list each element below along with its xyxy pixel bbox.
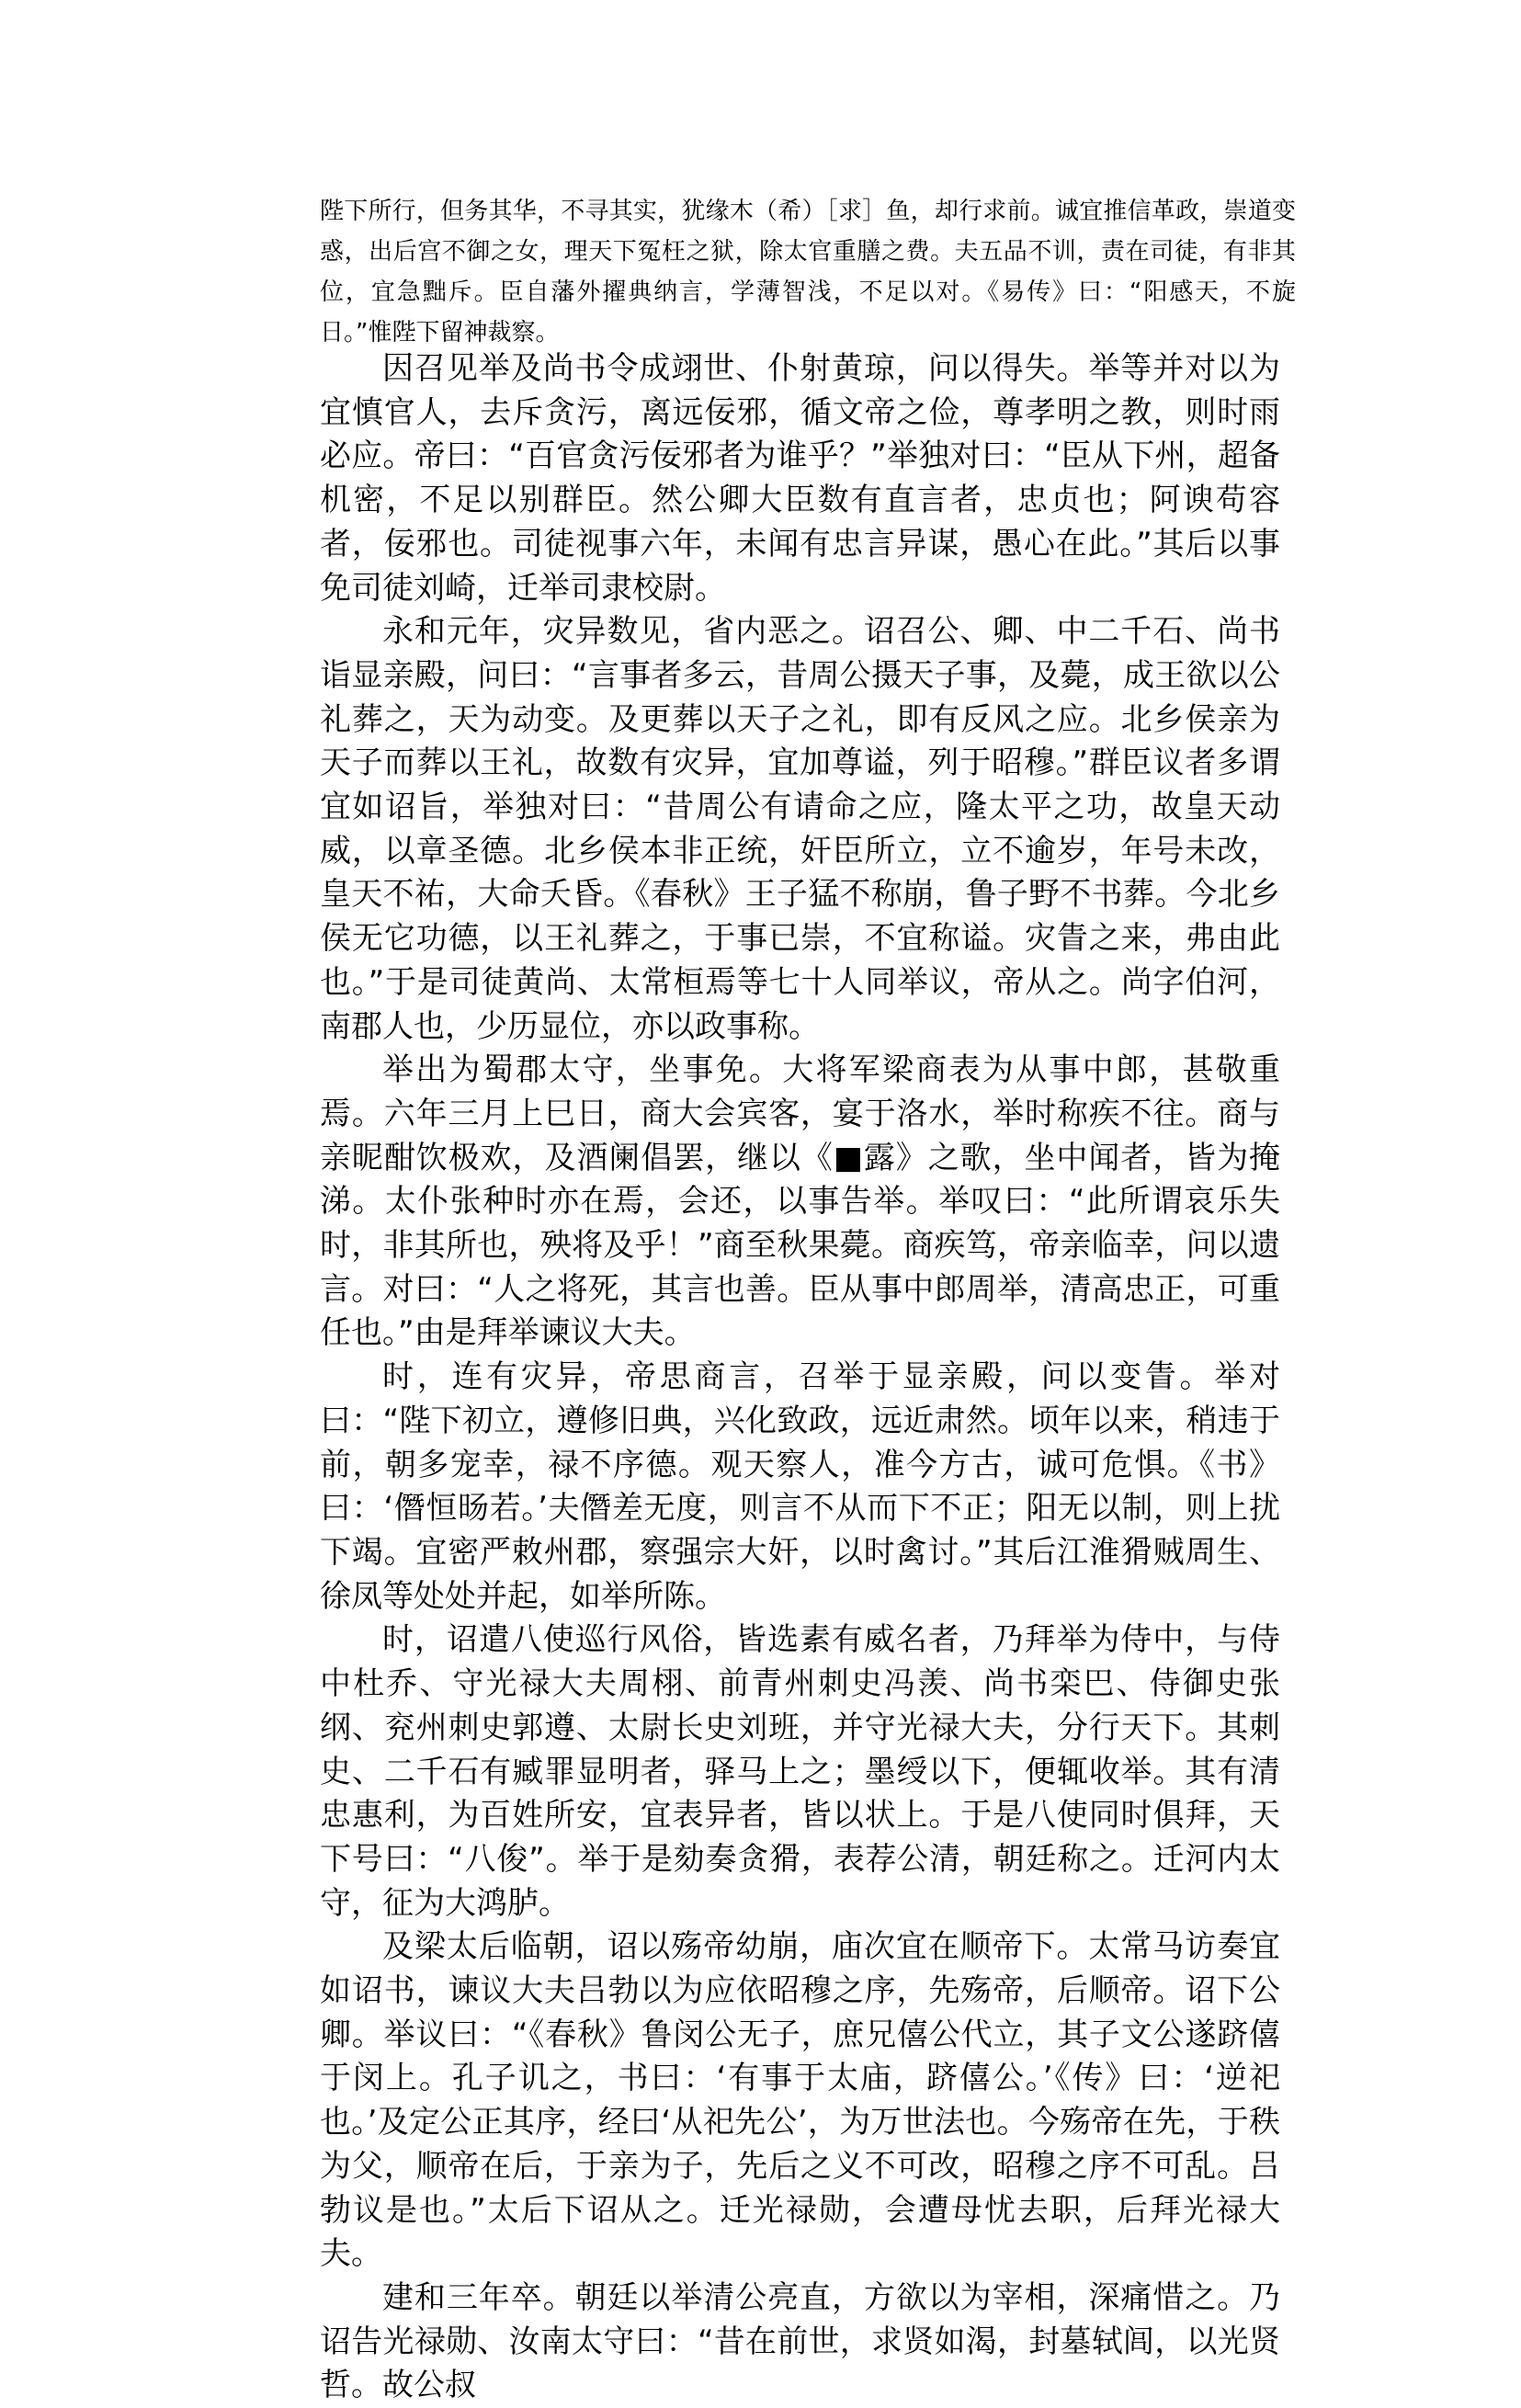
paragraph: 及梁太后临朝，诏以殇帝幼崩，庙次宜在顺帝下。太常马访奏宜如诏书，谏议大夫吕勃以为应依昭穆之序，先殇帝，后顺帝。诏下公卿。举议曰：“《春秋》鲁闵公无子，庶兄僖公代立，其子文公遂跻僖于闵上。孔子讥之，书曰：‘有事于太庙，跻僖公。’《传》曰：‘逆祀也。’及定公正其序，经曰‘从祀先公’，为万世法也。今殇帝在先，于秩为父，顺帝在后，于亲为子，先后之义不可改，昭穆之序不可乱。吕勃议是也。”太后下诏从之。迁光禄勋，会遭母忧去职，后拜光禄大夫。 bbox=[320, 1928, 1280, 2273]
paragraph: 永和元年，灾异数见，省内恶之。诏召公、卿、中二千石、尚书诣显亲殿，问曰：“言事者多云，昔周公摄天子事，及薨，成王欲以公礼葬之，天为动变。及更葬以天子之礼，即有反风之应。北乡侯亲为天子而葬以王礼，故数有灾异，宜加尊谥，列于昭穆。”群臣议者多谓宜如诏旨，举独对曰：“昔周公有请命之应，隆太平之功，故皇天动威，以章圣德。北乡侯本非正统，奸臣所立，立不逾岁，年号未改，皇天不祐，大命夭昏。《春秋》王子猛不称崩，鲁子野不书葬。今北乡侯无它功德，以王礼葬之，于事已崇，不宜称谥。灾眚之来，弗由此也。”于是司徒黄尚、太常桓焉等七十人同举议，帝从之。尚字伯河，南郡人也，少历显位，亦以政事称。 bbox=[320, 613, 1280, 1045]
body-text bbox=[320, 347, 1280, 2408]
paragraph: 时，连有灾异，帝思商言，召举于显亲殿，问以变眚。举对曰：“陛下初立，遵修旧典，兴化致政，远近肃然。顷年以来，稍违于前，朝多宠幸，禄不序德。观天察人，准今方古，诚可危惧。《书》曰：‘僭恒旸若。’夫僭差无度，则言不从而下不正；阳无以制，则上扰下竭。宜密严敕州郡，察强宗大奸，以时禽讨。”其后江淮猾贼周生、徐凤等处处并起，如举所陈。 bbox=[320, 1358, 1280, 1615]
paragraph: 举出为蜀郡太守，坐事免。大将军梁商表为从事中郎，甚敬重焉。六年三月上巳日，商大会宾客，宴于洛水，举时称疾不往。商与亲昵酣饮极欢，及酒阑倡罢，继以《■露》之歌，坐中闻者，皆为掩涕。太仆张种时亦在焉，会还，以事告举。举叹曰：“此所谓哀乐失时，非其所也，殃将及乎！”商至秋果薨。商疾笃，帝亲临幸，问以遗言。对曰：“人之将死，其言也善。臣从事中郎周举，清高忠正，可重任也。”由是拜举谏议大夫。 bbox=[320, 1051, 1280, 1352]
paragraph: 时，诏遣八使巡行风俗，皆选素有威名者，乃拜举为侍中，与侍中杜乔、守光禄大夫周栩、前青州刺史冯羡、尚书栾巴、侍御史张纲、兖州刺史郭遵、太尉长史刘班，并守光禄大夫，分行天下。其刺史、二千石有臧罪显明者，驿马上之；墨绶以下，便辄收举。其有清忠惠利，为百姓所安，宜表异者，皆以状上。于是八使同时俱拜，天下号曰：“八俊”。举于是劾奏贪猾，表荐公清，朝廷称之。迁河内太守，征为大鸿胪。 bbox=[320, 1621, 1280, 1922]
paragraph: 因召见举及尚书令成翊世、仆射黄琼，问以得失。举等并对以为宜慎官人，去斥贪污，离远佞邪，循文帝之俭，尊孝明之教，则时雨必应。帝曰：“百官贪污佞邪者为谁乎？”举独对曰：“臣从下州，超备机密，不足以别群臣。然公卿大臣数有直言者，忠贞也；阿谀苟容者，佞邪也。司徒视事六年，未闻有忠言异谋，愚心在此。”其后以事免司徒刘崎，迁举司隶校尉。 bbox=[320, 350, 1280, 607]
memorial-quote: 陛下所行，但务其华，不寻其实，犹缘木（希）［求］鱼，却行求前。诚宜推信革政，崇道变惑，出后宫不御之女，理天下冤枉之狱，除太官重膳之费。夫五品不训，责在司徒，有非其位，宜急黜斥。臣自藩外擢典纳言，学薄智浅，不足以对。《易传》曰：“阳感天，不旋日。”惟陛下留神裁察。 bbox=[320, 198, 1296, 346]
paragraph: 建和三年卒。朝廷以举清公亮直，方欲以为宰相，深痛惜之。乃诏告光禄勋、汝南太守曰：“昔在前世，求贤如渴，封墓轼闾，以光贤哲。故公叔 bbox=[320, 2278, 1280, 2404]
